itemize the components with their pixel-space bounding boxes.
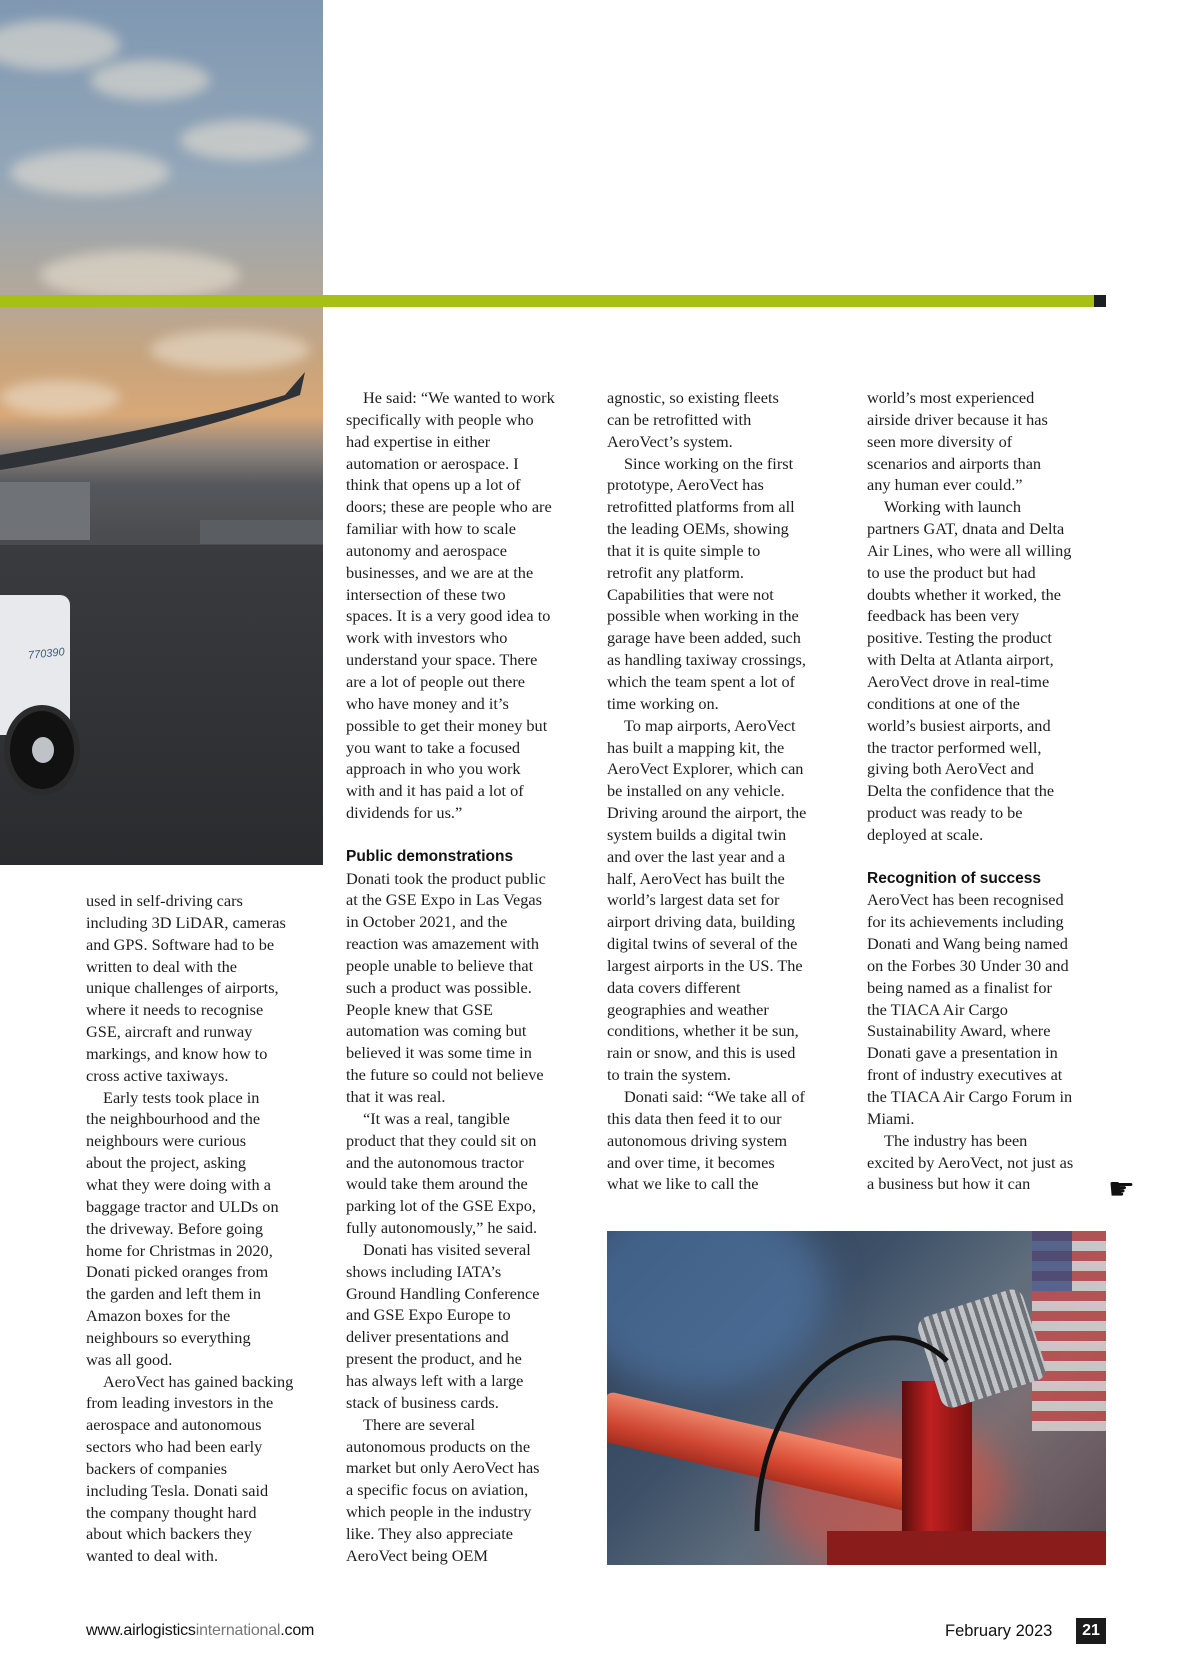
paragraph [867,496,1107,846]
text-line: the driveway. Before going [86,1218,264,1238]
text-line: product that they could sit on [346,1130,537,1150]
tractor-wheel [4,705,80,795]
text-line: understand your space. There [346,650,538,670]
text-line: has always left with a large [346,1370,524,1390]
accent-bar [0,295,1094,307]
text-line: which people in the industry [346,1502,532,1522]
text-line: world’s largest data set for [607,890,780,910]
paragraph [607,387,847,453]
text-line: as handling taxiway crossings, [607,650,806,670]
paragraph [86,890,316,1087]
text-line: half, AeroVect has built the [607,868,785,888]
text-line: retrofit any platform. [607,562,744,582]
text-column-2 [346,387,586,1567]
text-line: giving both AeroVect and [867,759,1034,779]
text-line: written to deal with the [86,956,238,976]
paragraph [346,1239,586,1414]
text-line: The industry has been [884,1130,1028,1150]
text-line: system builds a digital twin [607,824,787,844]
url-suffix: .com [280,1622,315,1639]
text-line: at the GSE Expo in Las Vegas [346,890,542,910]
text-line: world’s most experienced [867,388,1035,407]
text-line: airport driving data, building [607,912,796,932]
text-line: any human ever could.” [867,475,1023,495]
text-line: and over time, it becomes [607,1152,775,1172]
text-line: Sustainability Award, where [867,1021,1051,1041]
text-line: doubts whether it worked, the [867,584,1061,604]
text-line: Delta the confidence that the [867,781,1055,801]
text-line: businesses, and we are at the [346,562,534,582]
text-line: possible to get their money but [346,715,548,735]
text-line: neighbours so everything [86,1327,251,1347]
text-line: that it was real. [346,1087,446,1106]
paragraph [86,1087,316,1371]
text-line: like. They also appreciate [346,1523,513,1543]
terminal-building [0,482,90,540]
url-middle: international [195,1622,281,1639]
text-line: familiar with how to scale [346,519,516,539]
text-line: fully autonomously,” he said. [346,1218,538,1238]
text-line: spaces. It is a very good idea to [346,606,551,626]
col2-paragraphs-b [346,868,586,1567]
text-column-3 [607,387,847,1195]
text-line: and the autonomous tractor [346,1152,524,1172]
text-line: a specific focus on aviation, [346,1480,529,1500]
text-line: Early tests took place in [103,1087,260,1107]
col3-paragraphs [607,387,847,1195]
text-line: partners GAT, dnata and Delta [867,519,1065,539]
paragraph [346,387,586,824]
text-line: Donati took the product public [346,868,546,888]
text-line: front of industry executives at [867,1065,1063,1085]
page-number: 21 [1076,1618,1106,1644]
text-line: To map airports, AeroVect [624,715,796,735]
text-line: agnostic, so existing fleets [607,388,779,407]
text-line: Donati and Wang being named [867,934,1068,954]
text-line: including Tesla. Donati said [86,1480,269,1500]
text-line: intersection of these two [346,584,506,604]
text-line: Donati said: “We take all of [624,1087,805,1106]
paragraph [346,1414,586,1567]
text-line: automation was coming but [346,1021,527,1041]
text-line: would take them around the [346,1174,528,1194]
text-line: AeroVect drove in real-time [867,671,1050,691]
paragraph [607,715,847,1086]
text-line: had expertise in either [346,431,491,451]
text-line: think that opens up a lot of [346,475,521,495]
text-line: such a product was possible. [346,977,532,997]
text-line: dividends for us.” [346,803,463,823]
text-line: He said: “We wanted to work [363,388,555,407]
text-line: time working on. [607,693,719,713]
text-line: people unable to believe that [346,955,534,975]
col4-paragraphs-a [867,387,1107,846]
lidar-photo [607,1231,1106,1565]
text-line: home for Christmas in 2020, [86,1240,273,1260]
text-line: autonomous driving system [607,1130,787,1150]
text-line: markings, and know how to [86,1043,268,1063]
text-line: has built a mapping kit, the [607,737,785,757]
text-line: AeroVect Explorer, which can [607,759,804,779]
text-line: autonomous products on the [346,1436,531,1456]
pointing-hand-icon: ☛ [1108,1172,1135,1207]
text-line: the TIACA Air Cargo [867,999,1008,1019]
text-line: for its achievements including [867,912,1064,932]
text-line: to train the system. [607,1065,731,1085]
text-line: what they were doing with a [86,1174,271,1194]
subhead-recognition-of-success: Recognition of success [867,869,1041,887]
text-line: the garden and left them in [86,1284,261,1304]
text-line: feedback has been very [867,606,1020,626]
text-line: the tractor performed well, [867,737,1042,757]
text-line: present the product, and he [346,1349,522,1369]
text-line: the leading OEMs, showing [607,519,789,539]
url-prefix: www.airlogistics [86,1622,196,1639]
text-line: baggage tractor and ULDs on [86,1196,279,1216]
text-line: wanted to deal with. [86,1546,219,1566]
text-line: was all good. [86,1349,173,1369]
distant-buildings [200,520,323,544]
text-line: Donati picked oranges from [86,1262,269,1282]
text-line: data covers different [607,977,741,997]
text-line: There are several [363,1414,476,1434]
text-line: stack of business cards. [346,1392,499,1412]
text-line: about which backers they [86,1524,252,1544]
text-line: the neighbourhood and the [86,1109,261,1129]
text-line: prototype, AeroVect has [607,475,764,495]
text-line: excited by AeroVect, not just as [867,1152,1074,1172]
text-line: unique challenges of airports, [86,978,279,998]
text-line: neighbours were curious [86,1131,247,1151]
text-line: sectors who had been early [86,1437,263,1457]
text-line: with Delta at Atlanta airport, [867,650,1054,670]
text-line: shows including IATA’s [346,1261,502,1281]
text-line: in October 2021, and the [346,912,508,932]
text-line: Working with launch [884,497,1022,517]
text-line: Since working on the first [624,453,794,473]
airport-photo [0,0,323,865]
col2-paragraphs-a [346,387,586,824]
text-line: AeroVect has gained backing [103,1371,294,1391]
text-line: can be retrofitted with [607,409,752,429]
text-line: backers of companies [86,1458,228,1478]
text-column-4 [867,387,1107,1195]
text-line: who have money and it’s [346,693,509,713]
text-line: the company thought hard [86,1502,257,1522]
text-line: digital twins of several of the [607,934,798,954]
text-line: seen more diversity of [867,431,1013,451]
footer-website [86,1622,314,1640]
text-line: Capabilities that were not [607,584,774,604]
text-line: scenarios and airports than [867,453,1042,473]
paragraph [346,1108,586,1239]
text-line: from leading investors in the [86,1393,274,1413]
text-line: Ground Handling Conference [346,1283,540,1303]
text-line: automation or aerospace. I [346,453,519,473]
text-line: rain or snow, and this is used [607,1043,796,1063]
text-line: a business but how it can [867,1174,1031,1194]
text-line: doors; these are people who are [346,497,552,517]
text-line: being named as a finalist for [867,977,1052,997]
text-line: garage have been added, such [607,628,801,648]
footer-date: February 2023 [945,1622,1053,1640]
text-line: aerospace and autonomous [86,1415,262,1435]
col4-paragraphs-b [867,889,1107,1195]
text-line: are a lot of people out there [346,671,526,691]
text-line: be installed on any vehicle. [607,781,785,801]
text-line: what we like to call the [607,1174,759,1194]
sensor-base [827,1531,1106,1565]
text-line: Air Lines, who were all willing [867,540,1072,560]
accent-square [1094,295,1106,307]
sensor-cable-icon [607,1231,1106,1565]
text-line: Amazon boxes for the [86,1306,231,1326]
text-line: which the team spent a lot of [607,671,796,691]
text-line: AeroVect has been recognised [867,890,1064,910]
text-line: largest airports in the US. The [607,955,803,975]
paragraph [867,387,1107,496]
text-line: believed it was some time in [346,1043,532,1063]
text-line: airside driver because it has [867,409,1048,429]
text-line: where it needs to recognise [86,1000,264,1020]
text-line: used in self-driving cars [86,891,243,910]
text-line: reaction was amazement with [346,934,540,954]
paragraph [346,868,586,1108]
text-line: this data then feed it to our [607,1108,782,1128]
text-line: the TIACA Air Cargo Forum in [867,1087,1073,1106]
text-column-1 [86,890,316,1567]
subhead-public-demonstrations: Public demonstrations [346,847,514,865]
text-line: including 3D LiDAR, cameras [86,912,286,932]
text-line: autonomy and aerospace [346,540,507,560]
paragraph [867,1130,1107,1196]
text-line: with and it has paid a lot of [346,781,524,801]
text-line: deliver presentations and [346,1327,509,1347]
text-line: parking lot of the GSE Expo, [346,1196,536,1216]
text-line: about the project, asking [86,1153,247,1173]
text-line: cross active taxiways. [86,1065,229,1085]
text-line: product was ready to be [867,803,1023,823]
text-line: GSE, aircraft and runway [86,1022,253,1042]
col1-paragraphs [86,890,316,1567]
text-line: conditions, whether it be sun, [607,1021,799,1041]
text-line: the future so could not believe [346,1065,544,1085]
text-line: to use the product but had [867,562,1036,582]
text-line: geographies and weather [607,999,769,1019]
text-line: Donati gave a presentation in [867,1043,1058,1063]
text-line: on the Forbes 30 Under 30 and [867,955,1069,975]
text-line: AeroVect being OEM [346,1545,488,1565]
text-line: and GPS. Software had to be [86,934,275,954]
text-line: and GSE Expo Europe to [346,1305,511,1325]
text-line: deployed at scale. [867,824,984,844]
text-line: specifically with people who [346,409,534,429]
tractor-number: 770390 [27,646,66,662]
paragraph [607,453,847,715]
text-line: world’s busiest airports, and [867,715,1051,735]
text-line: and over the last year and a [607,846,786,866]
text-line: Driving around the airport, the [607,803,807,823]
text-line: Donati has visited several [363,1239,531,1259]
text-line: retrofitted platforms from all [607,497,795,517]
text-line: you want to take a focused [346,737,521,757]
paragraph [86,1371,316,1568]
text-line: market but only AeroVect has [346,1458,540,1478]
paragraph [867,889,1107,1129]
text-line: positive. Testing the product [867,628,1052,648]
text-line: “It was a real, tangible [363,1108,510,1128]
text-line: AeroVect’s system. [607,431,733,451]
text-line: that it is quite simple to [607,540,761,560]
text-line: work with investors who [346,628,508,648]
text-line: possible when working in the [607,606,799,626]
text-line: conditions at one of the [867,693,1020,713]
paragraph [607,1086,847,1195]
text-line: Miami. [867,1108,915,1128]
text-line: approach in who you work [346,759,521,779]
text-line: People knew that GSE [346,999,493,1019]
